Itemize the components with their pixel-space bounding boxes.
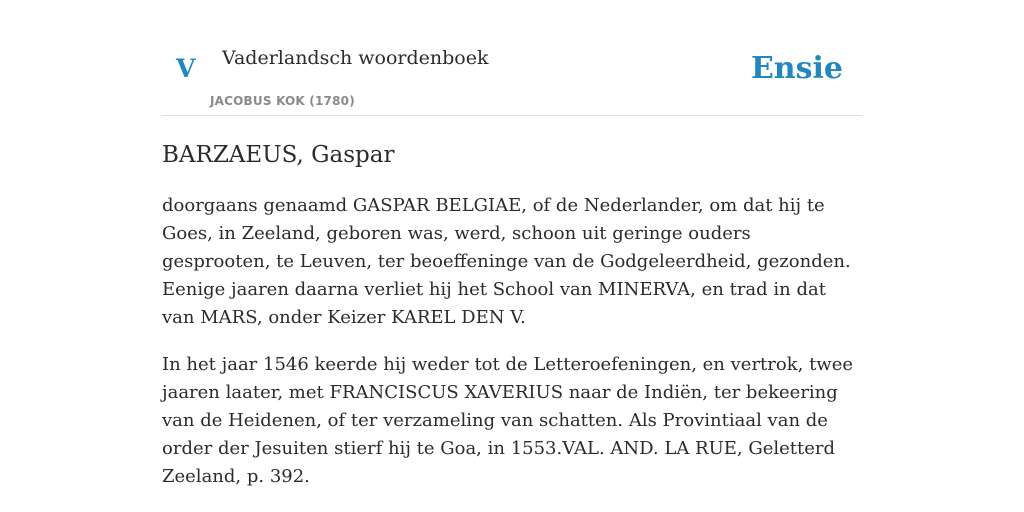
index-letter[interactable]: V (176, 54, 196, 83)
entry-paragraph-1: doorgaans genaamd GASPAR BELGIAE, of de Nederlander, om dat hij te Goes, in Zeeland, geboren was, werd, schoon uit geringe ouders gesprooten, te Leuven, ter beoeffeninge van de Godgeleerdheid, gezonden. Eenige jaaren daarna verliet hij het School van MINERVA, en trad in dat van MARS, onder Keizer KAREL DEN V. (162, 195, 851, 328)
header (162, 0, 862, 116)
entry-card (162, 0, 862, 512)
brand-logo[interactable]: Ensie (750, 51, 843, 86)
book-author: JACOBUS KOK (1780) (210, 94, 355, 108)
entry-body (162, 192, 862, 510)
book-title[interactable]: Vaderlandsch woordenboek (222, 47, 489, 69)
entry-paragraph-2: In het jaar 1546 keerde hij weder tot de Letteroefeningen, en vertrok, twee jaaren laater, met FRANCISCUS XAVERIUS naar de Indiën, ter bekeering van de Heidenen, of ter verzameling van schatten. Als Provintiaal van de order der Jesuiten stierf hij te Goa, in 1553.VAL. AND. LA RUE, Geletterd Zeeland, p. 392. (162, 354, 854, 487)
entry-title: BARZAEUS, Gaspar (162, 142, 395, 168)
